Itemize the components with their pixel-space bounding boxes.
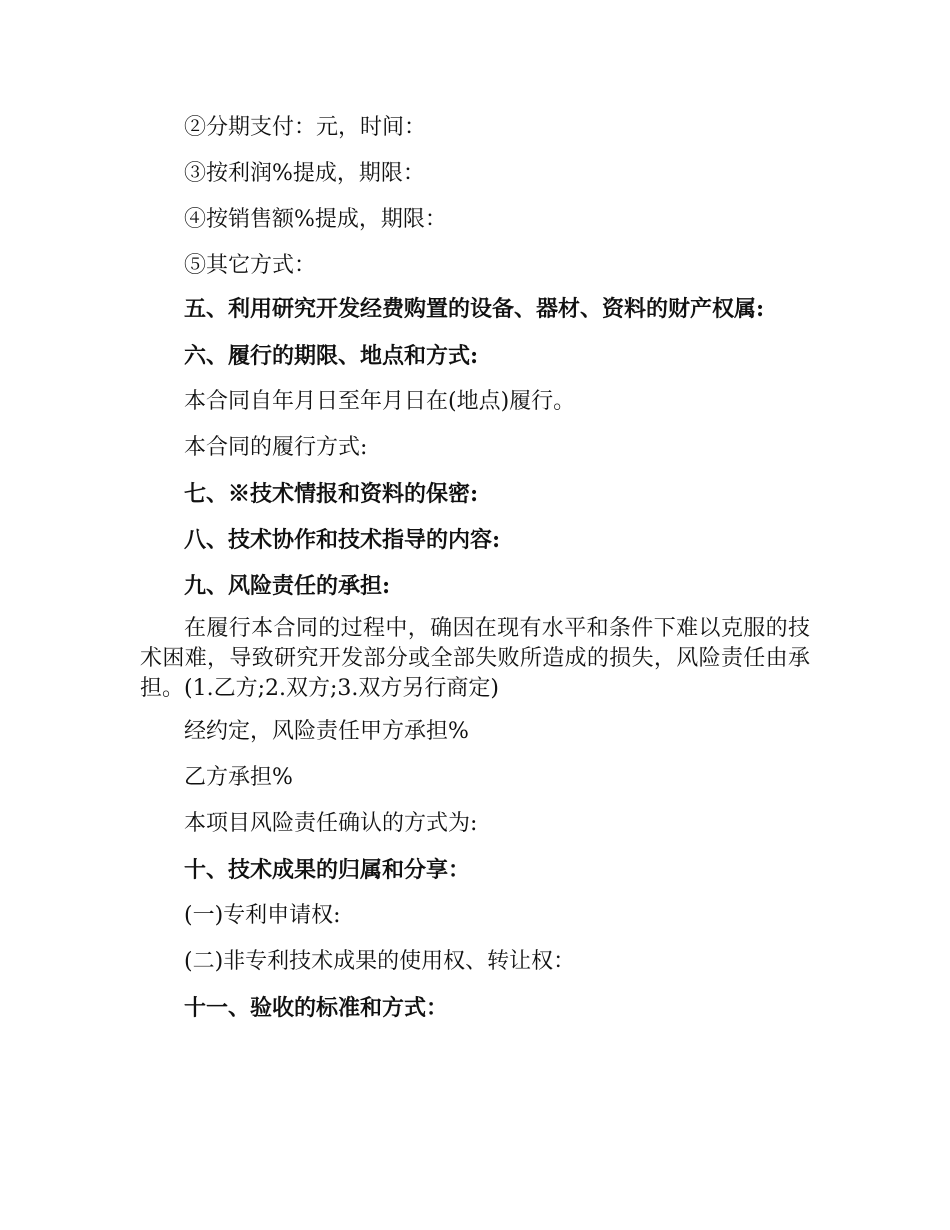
risk-party-a: 经约定，风险责任甲方承担% — [184, 719, 469, 744]
payment-sales-share: ④按销售额%提成，期限： — [184, 207, 447, 232]
risk-paragraph: 在履行本合同的过程中，确因在现有水平和条件下难以克服的技术困难，导致研究开发部分或全部失败所造成的损失，风险责任由承担。(1.乙方;2.双方;3.双方另行商定) — [140, 616, 810, 701]
section-6-heading: 六、履行的期限、地点和方式: — [184, 343, 479, 369]
payment-installment: ②分期支付：元，时间： — [184, 115, 427, 140]
section-8-heading: 八、技术协作和技术指导的内容: — [184, 527, 501, 553]
section-10-heading: 十、技术成果的归属和分享： — [184, 857, 471, 883]
performance-period: 本合同自年月日至年月日在(地点)履行。 — [184, 389, 576, 414]
payment-other: ⑤其它方式： — [184, 253, 317, 278]
risk-party-b: 乙方承担% — [184, 765, 293, 790]
payment-profit-share: ③按利润%提成，期限： — [184, 161, 425, 186]
section-5-heading: 五、利用研究开发经费购置的设备、器材、资料的财产权属: — [184, 296, 765, 322]
patent-application-right: (一)专利申请权: — [184, 903, 341, 928]
non-patent-rights: (二)非专利技术成果的使用权、转让权： — [184, 949, 576, 974]
section-9-heading: 九、风险责任的承担: — [184, 573, 391, 599]
performance-method: 本合同的履行方式: — [184, 435, 368, 460]
section-11-heading: 十一、验收的标准和方式： — [184, 995, 449, 1021]
section-7-heading: 七、※技术情报和资料的保密: — [184, 481, 479, 507]
risk-confirmation: 本项目风险责任确认的方式为: — [184, 811, 478, 836]
